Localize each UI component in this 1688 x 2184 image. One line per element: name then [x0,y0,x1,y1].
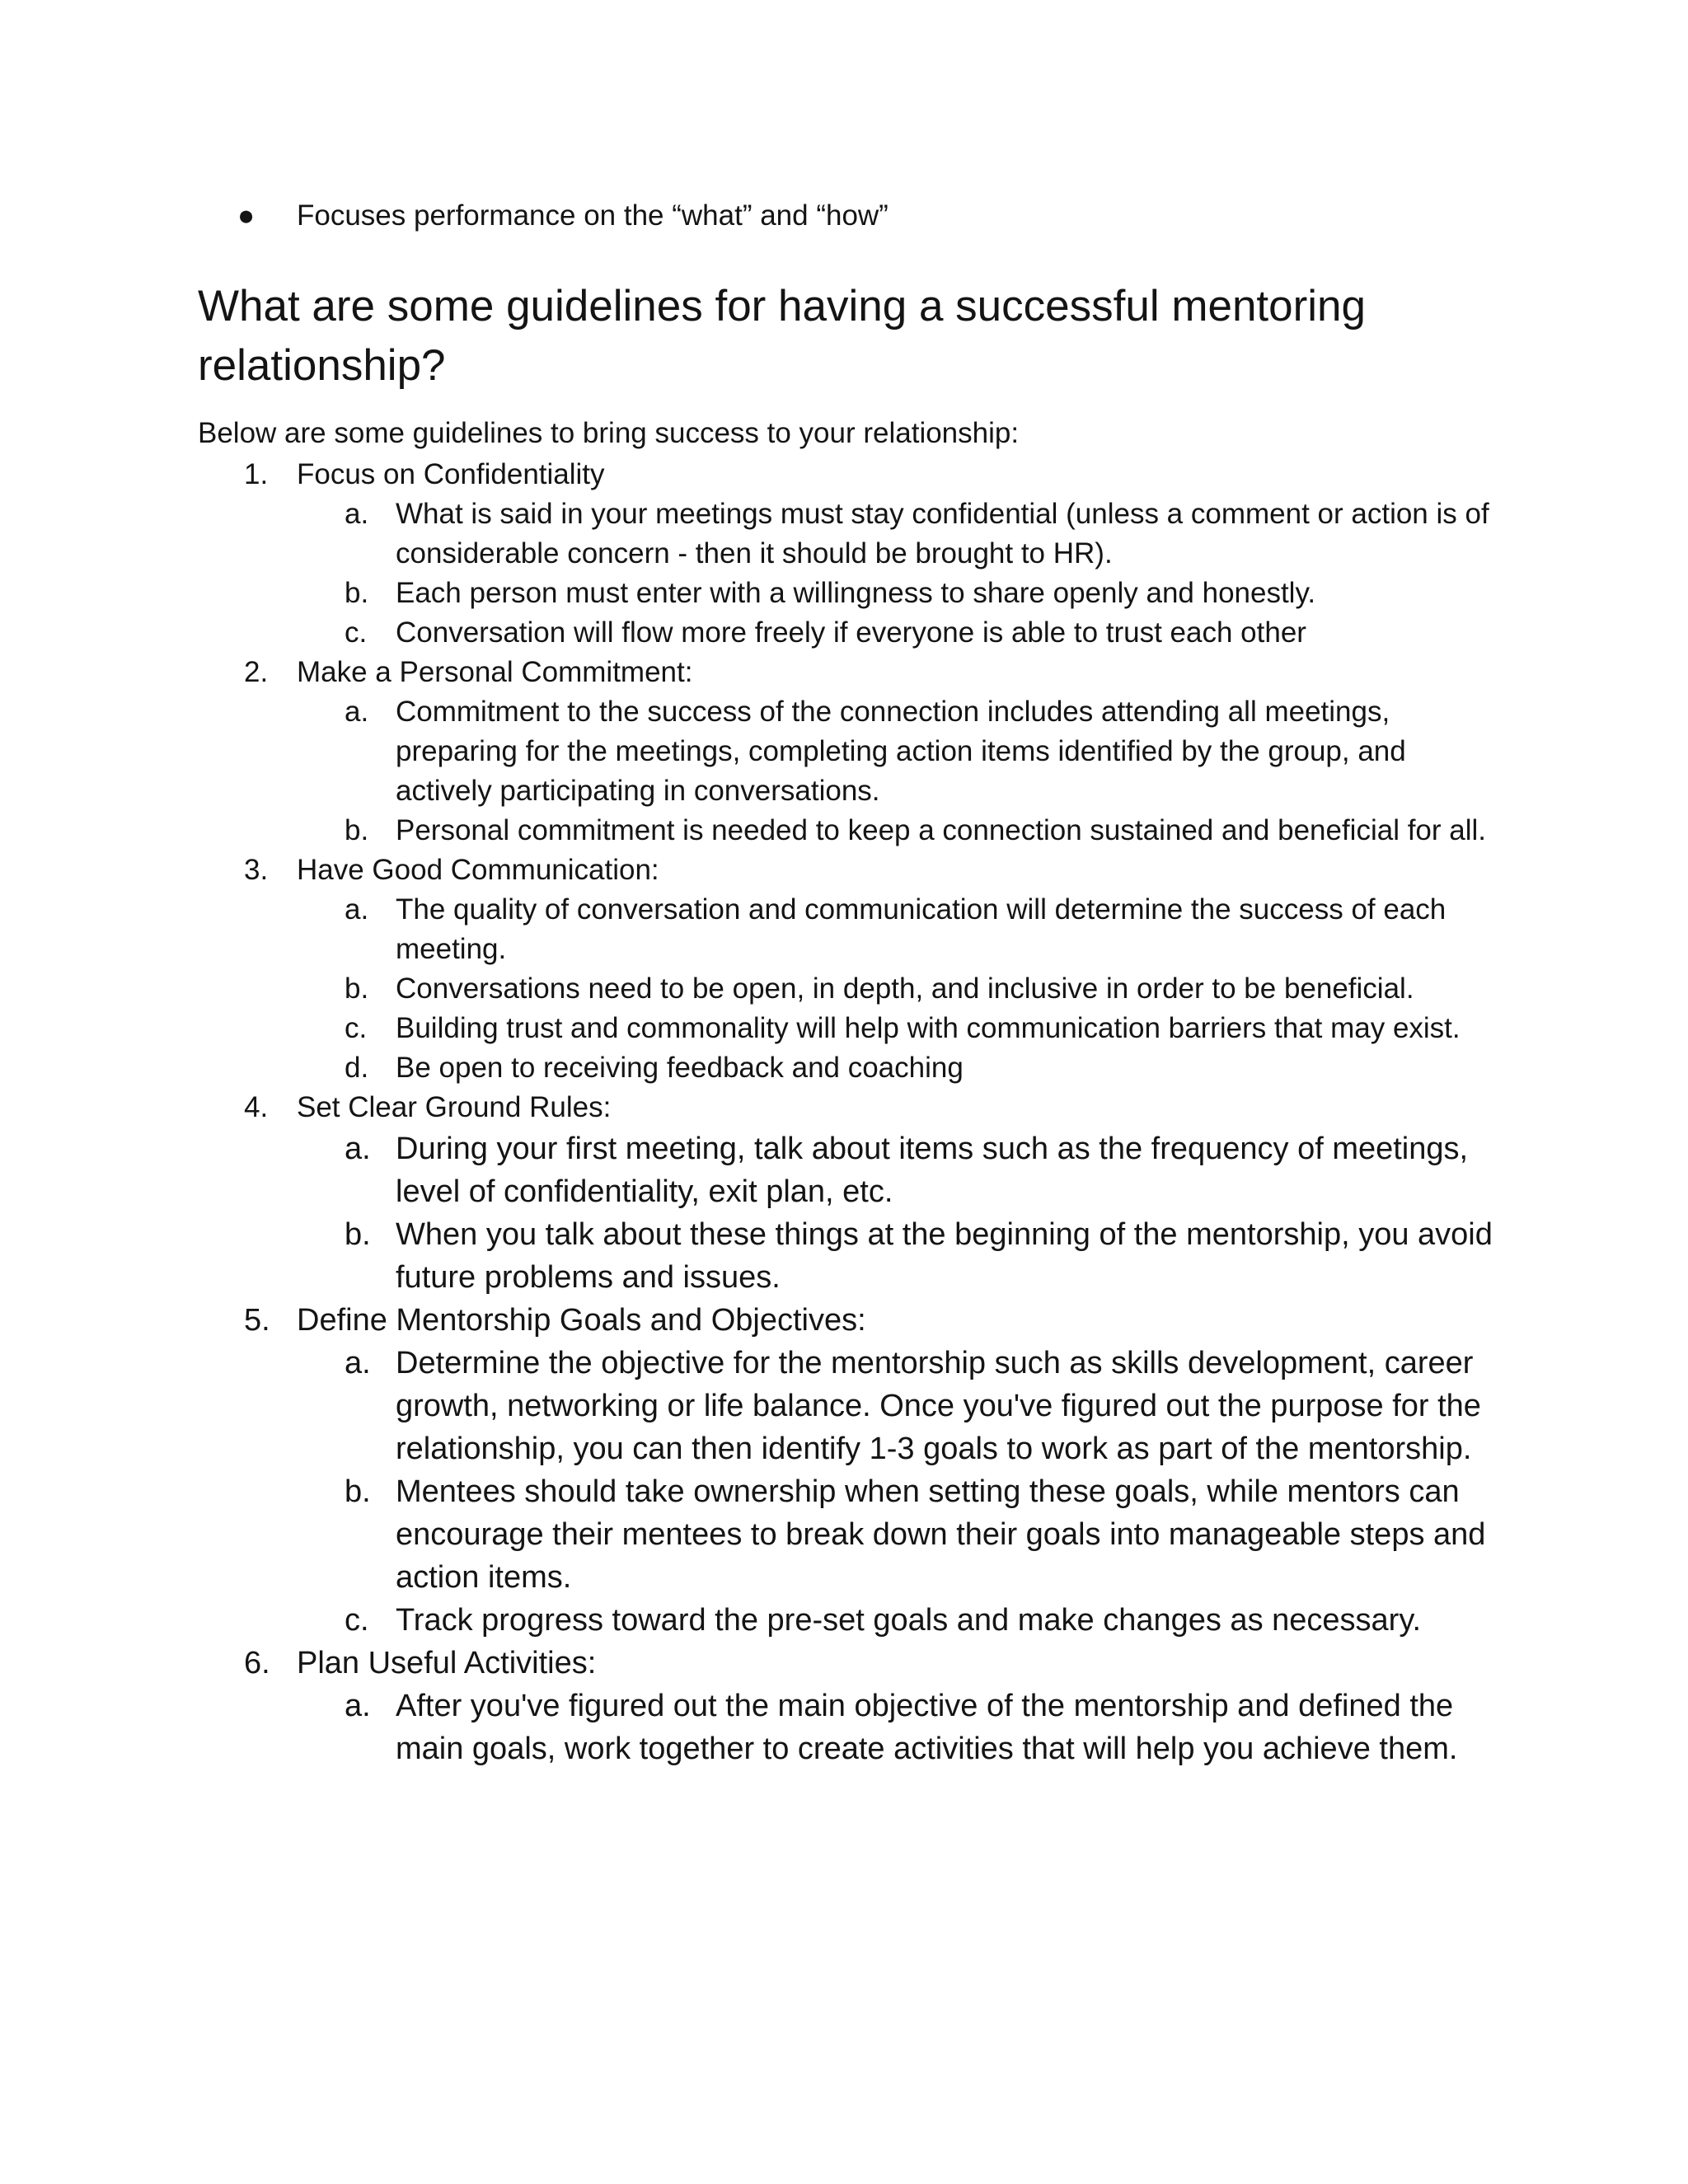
list-item-title-text: Make a Personal Commitment: [297,656,693,688]
list-item-number: 6. [244,1646,270,1680]
sub-item-text: What is said in your meetings must stay confidential (unless a comment or action is of considerable concern - then it should be brought to HR). [396,498,1489,569]
bullet-dot-icon: ● [237,199,256,232]
list-item-title [0,653,1688,692]
list-item [0,851,1688,1088]
sub-item-letter: a. [345,893,369,926]
sub-item-letter: c. [345,1603,369,1638]
sub-item [0,613,1688,653]
sub-item-letter: b. [345,972,369,1005]
sub-item-letter: a. [345,1132,371,1166]
sub-item-text: Conversations need to be open, in depth, and inclusive in order to be beneficial. [396,972,1414,1005]
sub-item-letter: b. [345,1474,371,1509]
list-item-title [0,1299,1688,1342]
sub-item [0,574,1688,613]
sub-item [0,1470,1688,1599]
sub-item [0,1599,1688,1642]
list-item-subs [0,1127,1688,1299]
sub-item [0,890,1688,969]
list-item-title-text: Have Good Communication: [297,854,659,886]
list-item-number: 2. [244,656,269,688]
sub-item-text: Determine the objective for the mentorship such as skills development, career growth, networking or life balance. Once you've figured out the purpose for the relationship, you can then identify 1-3 goals to work as part of the mentorship. [396,1346,1481,1466]
sub-item-text: Conversation will flow more freely if everyone is able to trust each other [396,616,1306,649]
sub-item-letter: a. [345,498,369,530]
sub-item [0,1213,1688,1299]
list-item-title [0,1088,1688,1127]
sub-item [0,1342,1688,1470]
sub-item [0,1685,1688,1770]
list-item-title-text: Plan Useful Activities: [297,1646,597,1680]
bullet-text: Focuses performance on the “what” and “how” [297,199,889,232]
list-item-title [0,851,1688,890]
sub-item [0,969,1688,1009]
guidelines-list [0,455,1688,1770]
sub-item [0,494,1688,574]
sub-item-letter: a. [345,1346,371,1380]
sub-item-text: Commitment to the success of the connection includes attending all meetings, preparing for the meetings, completing action items identified by the group, and actively participating in conversations. [396,696,1406,807]
sub-item [0,1009,1688,1048]
sub-item-letter: c. [345,1012,368,1044]
list-item-title-text: Focus on Confidentiality [297,458,605,490]
sub-item-text: Personal commitment is needed to keep a connection sustained and beneficial for all. [396,814,1487,846]
sub-item-letter: c. [345,616,368,649]
sub-item [0,692,1688,811]
sub-item-text: During your first meeting, talk about items such as the frequency of meetings, level of confidentiality, exit plan, etc. [396,1132,1469,1209]
sub-item-letter: b. [345,1217,371,1252]
sub-item-letter: b. [345,577,369,609]
list-item-number: 5. [244,1303,270,1338]
list-item [0,1088,1688,1127]
sub-item-text: When you talk about these things at the beginning of the mentorship, you avoid future problems and issues. [396,1217,1493,1295]
list-item-title [0,1642,1688,1685]
list-item-title-text: Set Clear Ground Rules: [297,1091,612,1123]
sub-item [0,811,1688,851]
intro-text: Below are some guidelines to bring success to your relationship: [198,417,1020,449]
list-item [0,1299,1688,1642]
sub-item-text: Each person must enter with a willingness to share openly and honestly. [396,577,1316,609]
list-item [0,1642,1688,1770]
sub-item-text: After you've figured out the main objective of the mentorship and defined the main goals, work together to create activities that will help you achieve them. [396,1689,1458,1766]
sub-item-letter: a. [345,1689,371,1723]
sub-item-letter: b. [345,814,369,846]
list-item-title [0,455,1688,494]
list-item-number: 4. [244,1091,269,1123]
sub-item-letter: a. [345,696,369,728]
sub-item-text: The quality of conversation and communication will determine the success of each meeting. [396,893,1447,965]
sub-item-text: Building trust and commonality will help with communication barriers that may exist. [396,1012,1461,1044]
section-heading: What are some guidelines for having a successful mentoring relationship? [198,282,1366,390]
sub-item [0,1127,1688,1213]
sub-item [0,1048,1688,1088]
list-item [0,653,1688,851]
sub-item-text: Mentees should take ownership when setting these goals, while mentors can encourage their mentees to break down their goals into manageable steps and action items. [396,1474,1486,1595]
list-item-title-text: Define Mentorship Goals and Objectives: [297,1303,866,1338]
sub-item-letter: d. [345,1052,369,1084]
list-item-number: 1. [244,458,269,490]
list-item [0,455,1688,653]
list-item-number: 3. [244,854,269,886]
sub-item-text: Be open to receiving feedback and coaching [396,1052,964,1084]
sub-item-text: Track progress toward the pre-set goals and make changes as necessary. [396,1603,1422,1638]
